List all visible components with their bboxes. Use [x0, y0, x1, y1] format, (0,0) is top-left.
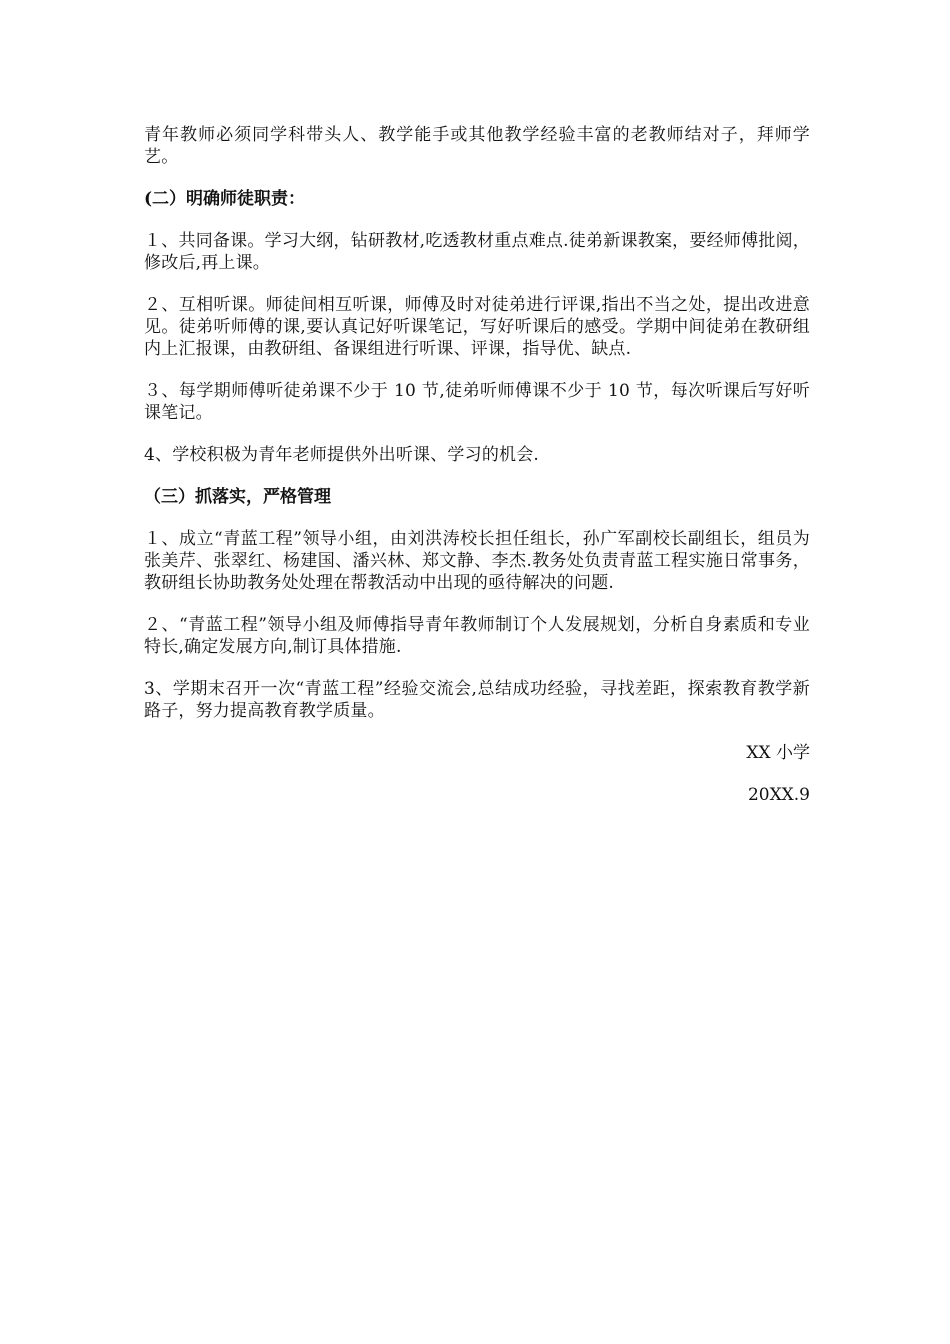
section-2-item-2: ２、互相听课。师徒间相互听课，师傅及时对徒弟进行评课,指出不当之处，提出改进意见。徒弟听师傅的课,要认真记好听课笔记，写好听课后的感受。学期中间徒弟在教研组内上汇报课，由教研组、备课组进行听课、评课，指导优、缺点.: [144, 295, 810, 359]
section-3-item-3: 3、学期末召开一次“青蓝工程”经验交流会,总结成功经验，寻找差距，探索教育教学新路子，努力提高教育教学质量。: [144, 679, 810, 721]
section-3-item-1: １、成立“青蓝工程”领导小组，由刘洪涛校长担任组长，孙广军副校长副组长，组员为张美芹、张翠红、杨建国、潘兴林、郑文静、李杰.教务处负责青蓝工程实施日常事务，教研组长协助教务处处理在帮教活动中出现的亟待解决的问题.: [144, 529, 810, 593]
document-page: [144, 124, 810, 826]
section-3-item-2: ２、“青蓝工程”领导小组及师傅指导青年教师制订个人发展规划，分析自身素质和专业特长,确定发展方向,制订具体措施.: [144, 615, 810, 657]
signature-school: XX 小学: [746, 743, 810, 763]
section-3-heading: （三）抓落实，严格管理: [144, 487, 331, 507]
section-2-item-3: ３、每学期师傅听徒弟课不少于 10 节,徒弟听师傅课不少于 10 节，每次听课后写好听课笔记。: [144, 381, 810, 423]
section-2-item-1: １、共同备课。学习大纲，钻研教材,吃透教材重点难点.徒弟新课教案，要经师傅批阅，修改后,再上课。: [144, 231, 810, 273]
section-2-item-4: 4、学校积极为青年老师提供外出听课、学习的机会.: [144, 445, 540, 465]
section-2-heading: (二）明确师徒职责：: [144, 189, 306, 209]
intro-paragraph: 青年教师必须同学科带头人、教学能手或其他教学经验丰富的老教师结对子，拜师学艺。: [144, 125, 810, 167]
signature-date: 20XX.9: [747, 785, 810, 805]
